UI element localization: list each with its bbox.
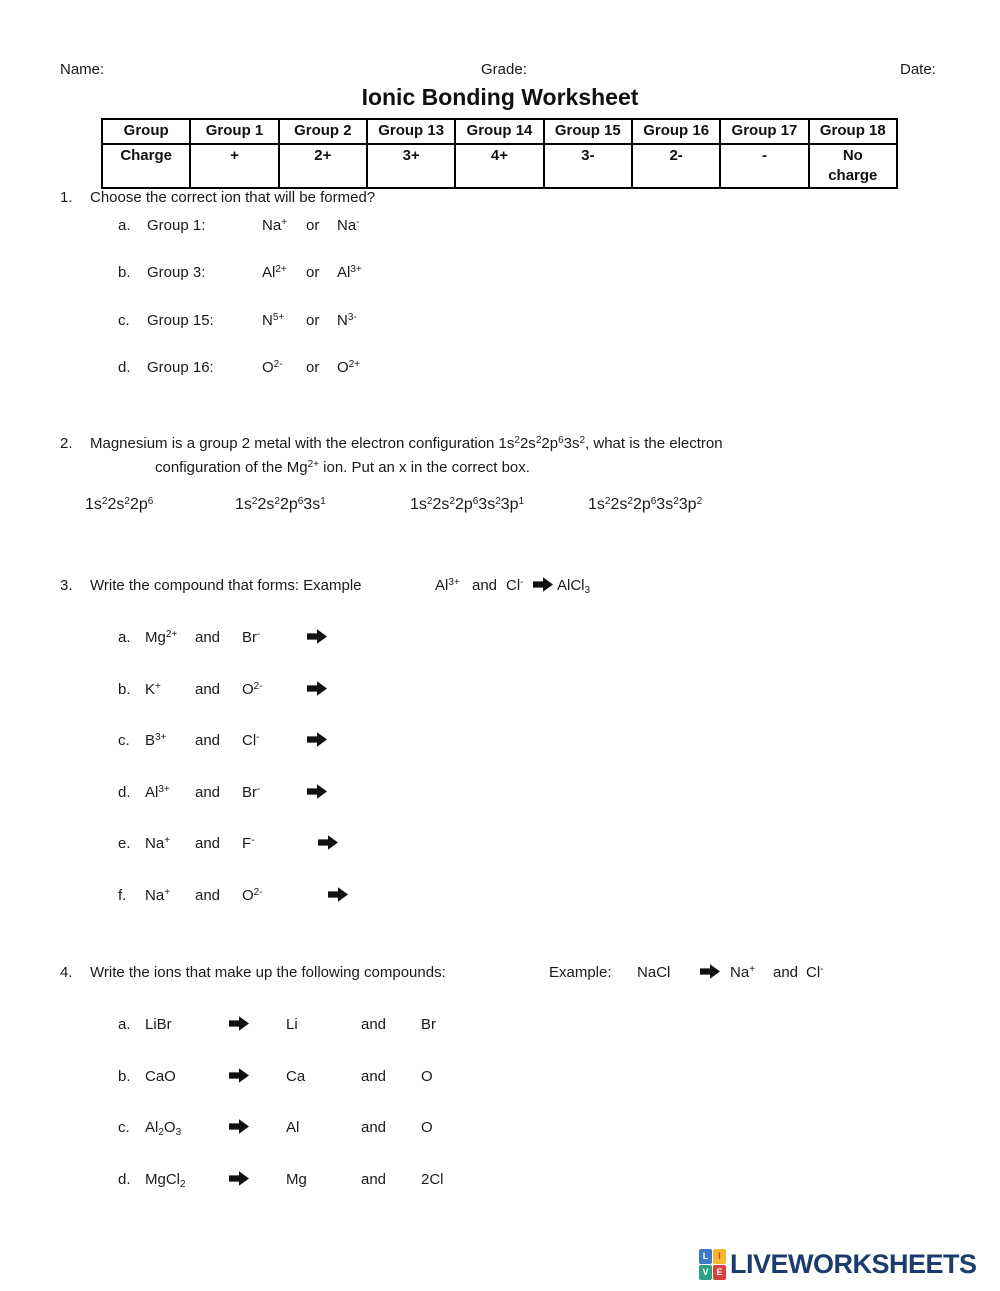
and-label: and — [773, 964, 799, 981]
and-label: and — [195, 887, 221, 904]
table-cell: Group 2 — [279, 119, 367, 144]
table-cell: 3- — [544, 144, 632, 188]
cation: Na+ — [145, 887, 171, 904]
product-2: Br — [421, 1016, 436, 1033]
grade-label: Grade: — [481, 61, 527, 78]
arrow-icon — [318, 835, 338, 850]
q2-line1: Magnesium is a group 2 metal with the electron configuration $1s^22s^22p^63s^2$, what is the electron — [90, 435, 723, 452]
table-cell: + — [190, 144, 278, 188]
item-letter: c. — [118, 312, 130, 329]
ion-option-2: $Al^{3+}$ — [337, 264, 362, 281]
product-2: O — [421, 1068, 433, 1085]
arrow-wrap — [229, 1119, 249, 1136]
q3-example-cation: $Al^{3+}$ — [435, 577, 460, 594]
table-row-groups — [102, 119, 897, 144]
q3-number: 3. — [60, 577, 73, 594]
item-letter: b. — [118, 1068, 131, 1085]
arrow-icon — [307, 629, 327, 644]
table-cell: Group 16 — [632, 119, 720, 144]
arrow-icon — [307, 732, 327, 747]
item-label: Group 1: — [147, 217, 206, 234]
compound: MgCl$_2$ — [145, 1171, 186, 1190]
q3-item-b — [0, 681, 1000, 703]
q3-item-f — [0, 887, 1000, 909]
arrow-wrap — [307, 629, 327, 646]
table-cell: Group 14 — [455, 119, 543, 144]
q3-prompt: Write the compound that forms: Example — [90, 577, 362, 594]
table-cell: Group 1 — [190, 119, 278, 144]
item-letter: c. — [118, 732, 130, 749]
and-label: and — [361, 1119, 387, 1136]
arrow-wrap — [229, 1171, 249, 1188]
item-letter: a. — [118, 1016, 131, 1033]
arrow-icon — [307, 681, 327, 696]
arrow-icon — [229, 1171, 249, 1186]
table-cell: Group 18 — [809, 119, 897, 144]
arrow-icon — [229, 1068, 249, 1083]
arrow-wrap — [700, 964, 720, 981]
q3-example-result: AlCl$_3$ — [557, 577, 591, 596]
or-label: or — [306, 264, 320, 281]
q3-item-c — [0, 732, 1000, 754]
product-2: 2Cl — [421, 1171, 444, 1188]
table-cell: Group 13 — [367, 119, 455, 144]
item-letter: d. — [118, 784, 131, 801]
cation: Na+ — [145, 835, 171, 852]
cation: $Al^{3+}$ — [145, 784, 170, 801]
and-label: and — [472, 577, 498, 594]
compound: CaO — [145, 1068, 176, 1085]
table-cell: Charge — [102, 144, 190, 188]
q2-line2-row — [0, 459, 1000, 481]
item-letter: c. — [118, 1119, 130, 1136]
table-cell: - — [720, 144, 808, 188]
arrow-icon — [700, 964, 720, 979]
ion-option-1: $Al^{2+}$ — [262, 264, 287, 281]
q2-option-1: $1s^22s^22p^6$ — [85, 496, 154, 513]
table-cell: 3+ — [367, 144, 455, 188]
item-letter: f. — [118, 887, 127, 904]
and-label: and — [195, 732, 221, 749]
table-row-charges — [102, 144, 897, 188]
logo-tile-v: V — [699, 1265, 712, 1280]
q4-example-compound: NaCl — [637, 964, 671, 981]
table-cell: Group 17 — [720, 119, 808, 144]
product-1: Al — [286, 1119, 300, 1136]
anion: Cl- — [242, 732, 260, 749]
arrow-wrap — [318, 835, 338, 852]
table-cell: 2- — [632, 144, 720, 188]
ion-option-2: Na- — [337, 217, 360, 234]
q3-item-d — [0, 784, 1000, 806]
arrow-wrap — [307, 732, 327, 749]
q1-number: 1. — [60, 189, 73, 206]
q1-prompt-row — [0, 189, 1000, 211]
item-letter: b. — [118, 681, 131, 698]
arrow-icon — [229, 1119, 249, 1134]
q2-line1-row — [0, 435, 1000, 457]
q3-item-e — [0, 835, 1000, 857]
arrow-icon — [328, 887, 348, 902]
and-label: and — [361, 1016, 387, 1033]
arrow-wrap — [307, 784, 327, 801]
anion: Br- — [242, 629, 261, 646]
table-cell: Group 15 — [544, 119, 632, 144]
q1-item-b — [0, 264, 1000, 286]
table-cell: 2+ — [279, 144, 367, 188]
product-1: Ca — [286, 1068, 306, 1085]
q4-item-a — [0, 1016, 1000, 1038]
arrow-wrap — [328, 887, 348, 904]
and-label: and — [195, 681, 221, 698]
table-cell: 4+ — [455, 144, 543, 188]
ion-option-1: Na+ — [262, 217, 288, 234]
q2-option-2: $1s^22s^22p^63s^1$ — [235, 496, 326, 513]
ion-option-2: $N^{3-}$ — [337, 312, 357, 329]
anion: $O^{2-}$ — [242, 681, 263, 698]
arrow-icon — [229, 1016, 249, 1031]
q4-item-b — [0, 1068, 1000, 1090]
cation: $Mg^{2+}$ — [145, 629, 178, 646]
page-title: Ionic Bonding Worksheet — [361, 84, 639, 110]
anion: $O^{2-}$ — [242, 887, 263, 904]
date-label: Date: — [900, 61, 936, 78]
q4-item-c — [0, 1119, 1000, 1141]
or-label: or — [306, 217, 320, 234]
q2-line2: configuration of the $Mg^{2+}$ ion. Put an x in the correct box. — [155, 459, 530, 476]
q2-number: 2. — [60, 435, 73, 452]
item-letter: a. — [118, 629, 131, 646]
product-1: Li — [286, 1016, 298, 1033]
name-label: Name: — [60, 61, 105, 78]
product-2: O — [421, 1119, 433, 1136]
q2-option-4: $1s^22s^22p^63s^23p^2$ — [588, 496, 703, 513]
q4-example-product1: Na+ — [730, 964, 756, 981]
item-letter: b. — [118, 264, 131, 281]
q4-item-d — [0, 1171, 1000, 1193]
logo-text: LIVEWORKSHEETS — [730, 1249, 977, 1279]
arrow-icon — [307, 784, 327, 799]
arrow-wrap — [229, 1016, 249, 1033]
q1-item-d — [0, 359, 1000, 381]
group-charge-table — [101, 118, 898, 189]
q1-item-c — [0, 312, 1000, 334]
arrow-icon — [533, 577, 553, 592]
table-cell: Group — [102, 119, 190, 144]
and-label: and — [361, 1171, 387, 1188]
q4-example-product2: Cl- — [806, 964, 824, 981]
q4-prompt: Write the ions that make up the following compounds: — [90, 964, 446, 981]
product-1: Mg — [286, 1171, 307, 1188]
logo-tiles-icon — [699, 1249, 726, 1280]
or-label: or — [306, 312, 320, 329]
item-letter: e. — [118, 835, 131, 852]
and-label: and — [361, 1068, 387, 1085]
arrow-wrap — [307, 681, 327, 698]
ion-option-2: $O^{2+}$ — [337, 359, 361, 376]
arrow-wrap — [533, 577, 553, 594]
ion-option-1: $N^{5+}$ — [262, 312, 285, 329]
q1-item-a — [0, 217, 1000, 239]
item-label: Group 16: — [147, 359, 214, 376]
anion: Br- — [242, 784, 261, 801]
item-label: Group 15: — [147, 312, 214, 329]
item-letter: a. — [118, 217, 131, 234]
q4-prompt-row — [0, 964, 1000, 986]
compound: $Al_2O_3$ — [145, 1119, 182, 1138]
and-label: and — [195, 784, 221, 801]
q4-number: 4. — [60, 964, 73, 981]
or-label: or — [306, 359, 320, 376]
liveworksheets-logo[interactable] — [699, 1248, 977, 1280]
logo-tile-l: L — [699, 1249, 712, 1264]
and-label: and — [195, 629, 221, 646]
q4-example-label: Example: — [549, 964, 612, 981]
cation: $B^{3+}$ — [145, 732, 167, 749]
q3-prompt-row — [0, 577, 1000, 599]
q3-example-anion: Cl- — [506, 577, 524, 594]
arrow-wrap — [229, 1068, 249, 1085]
logo-tile-i: I — [713, 1249, 726, 1264]
ion-option-1: $O^{2-}$ — [262, 359, 283, 376]
and-label: and — [195, 835, 221, 852]
q2-options-row — [0, 496, 1000, 518]
compound: LiBr — [145, 1016, 172, 1033]
anion: F- — [242, 835, 255, 852]
item-label: Group 3: — [147, 264, 206, 281]
logo-tile-e: E — [713, 1265, 726, 1280]
q1-prompt: Choose the correct ion that will be formed? — [90, 189, 376, 206]
table-cell: No charge — [809, 144, 897, 188]
item-letter: d. — [118, 1171, 131, 1188]
q2-option-3: $1s^22s^22p^63s^23p^1$ — [410, 496, 525, 513]
q3-item-a — [0, 629, 1000, 651]
cation: K+ — [145, 681, 161, 698]
item-letter: d. — [118, 359, 131, 376]
